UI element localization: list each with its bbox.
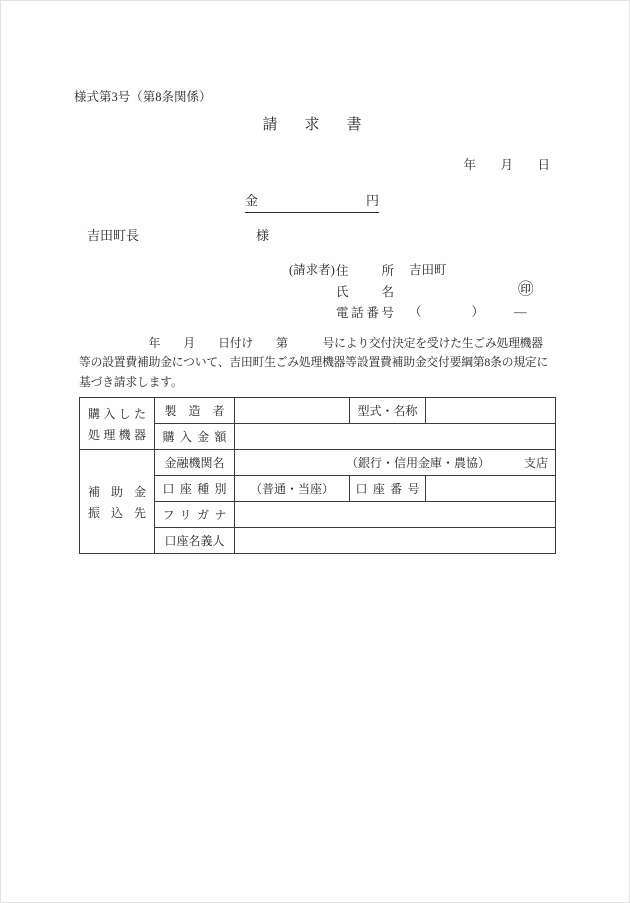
financial-institution-label-cell <box>155 450 235 476</box>
body-line-1: 年 月 日付け 第 号により交付決定を受けた生ごみ処理機器 <box>79 336 543 350</box>
furigana-label-cell <box>155 502 235 528</box>
amount-suffix: 円 <box>365 193 379 208</box>
requester-address-line <box>289 260 527 281</box>
account-holder-label-cell <box>155 528 235 554</box>
account-number-label-cell <box>350 476 426 502</box>
model-name-label-cell <box>350 398 426 424</box>
model-name-label: 型式・名称 <box>357 404 418 418</box>
phone-close-paren: ） <box>471 305 485 319</box>
address-value: 吉田町 <box>409 263 447 277</box>
table-row-manufacturer <box>80 398 556 424</box>
page-title: 請 求 書 <box>262 117 368 133</box>
furigana-label: フリガナ <box>162 508 227 522</box>
account-type-label: 口座種別 <box>162 482 227 496</box>
manufacturer-label-cell <box>155 398 235 424</box>
account-holder-value-cell <box>235 528 556 554</box>
seal-mark: ㊞ <box>518 281 534 298</box>
requester-block <box>289 260 534 323</box>
body-line-2: 等の設置費補助金について、吉田町生ごみ処理機器等設置費補助金交付要綱第8条の規定に <box>79 355 549 370</box>
financial-institution-value-cell <box>235 450 556 476</box>
subsidy-transfer-group-cell <box>80 450 155 554</box>
table-row-financial-institution <box>80 450 556 476</box>
address-label: 住所 <box>336 263 394 278</box>
financial-institution-label: 金融機関名 <box>164 456 225 470</box>
transfer-group-line2: 振込先 <box>88 505 146 520</box>
account-type-options-cell <box>235 476 350 502</box>
account-number-label: 口座番号 <box>355 482 420 496</box>
manufacturer-value-cell <box>235 398 350 424</box>
purchase-amount-label: 購入金額 <box>162 430 227 444</box>
account-type-label-cell <box>155 476 235 502</box>
addressee-honorific: 様 <box>255 228 269 243</box>
phone-dash: — <box>514 305 527 319</box>
requester-name-line <box>289 281 527 302</box>
account-holder-label: 口座名義人 <box>164 534 225 548</box>
branch-suffix: 支店 <box>523 456 548 470</box>
furigana-value-cell <box>235 502 556 528</box>
form-number: 様式第3号（第8条関係） <box>74 90 212 104</box>
account-number-value-cell <box>426 476 556 502</box>
account-type-options: （普通・当座） <box>249 482 334 496</box>
purchased-equipment-group-cell <box>80 398 155 450</box>
purchased-group-line2: 処理機器 <box>88 427 146 442</box>
model-name-value-cell <box>426 398 556 424</box>
transfer-group-line1: 補助金 <box>88 484 146 499</box>
manufacturer-label: 製造者 <box>164 404 225 418</box>
name-label: 氏名 <box>336 284 394 299</box>
amount-line <box>245 190 379 213</box>
phone-label: 電話番号 <box>336 305 394 320</box>
date-line: 年 月 日 <box>463 158 556 172</box>
purchase-amount-label-cell <box>155 424 235 450</box>
body-line-3: 基づき請求します。 <box>79 374 183 389</box>
institution-type-options: （銀行・信用金庫・農協） <box>345 456 490 470</box>
purchase-amount-value-cell <box>235 424 556 450</box>
body-paragraph <box>79 334 557 392</box>
phone-open-paren: （ <box>409 305 422 319</box>
requester-phone-line <box>289 302 527 323</box>
purchased-group-line1: 購入した <box>88 406 146 421</box>
requester-prefix: (請求者) <box>289 263 335 277</box>
amount-prefix: 金 <box>245 193 259 208</box>
addressee-name: 吉田町長 <box>87 228 140 243</box>
form-table <box>79 397 556 554</box>
addressee-line <box>87 225 269 244</box>
